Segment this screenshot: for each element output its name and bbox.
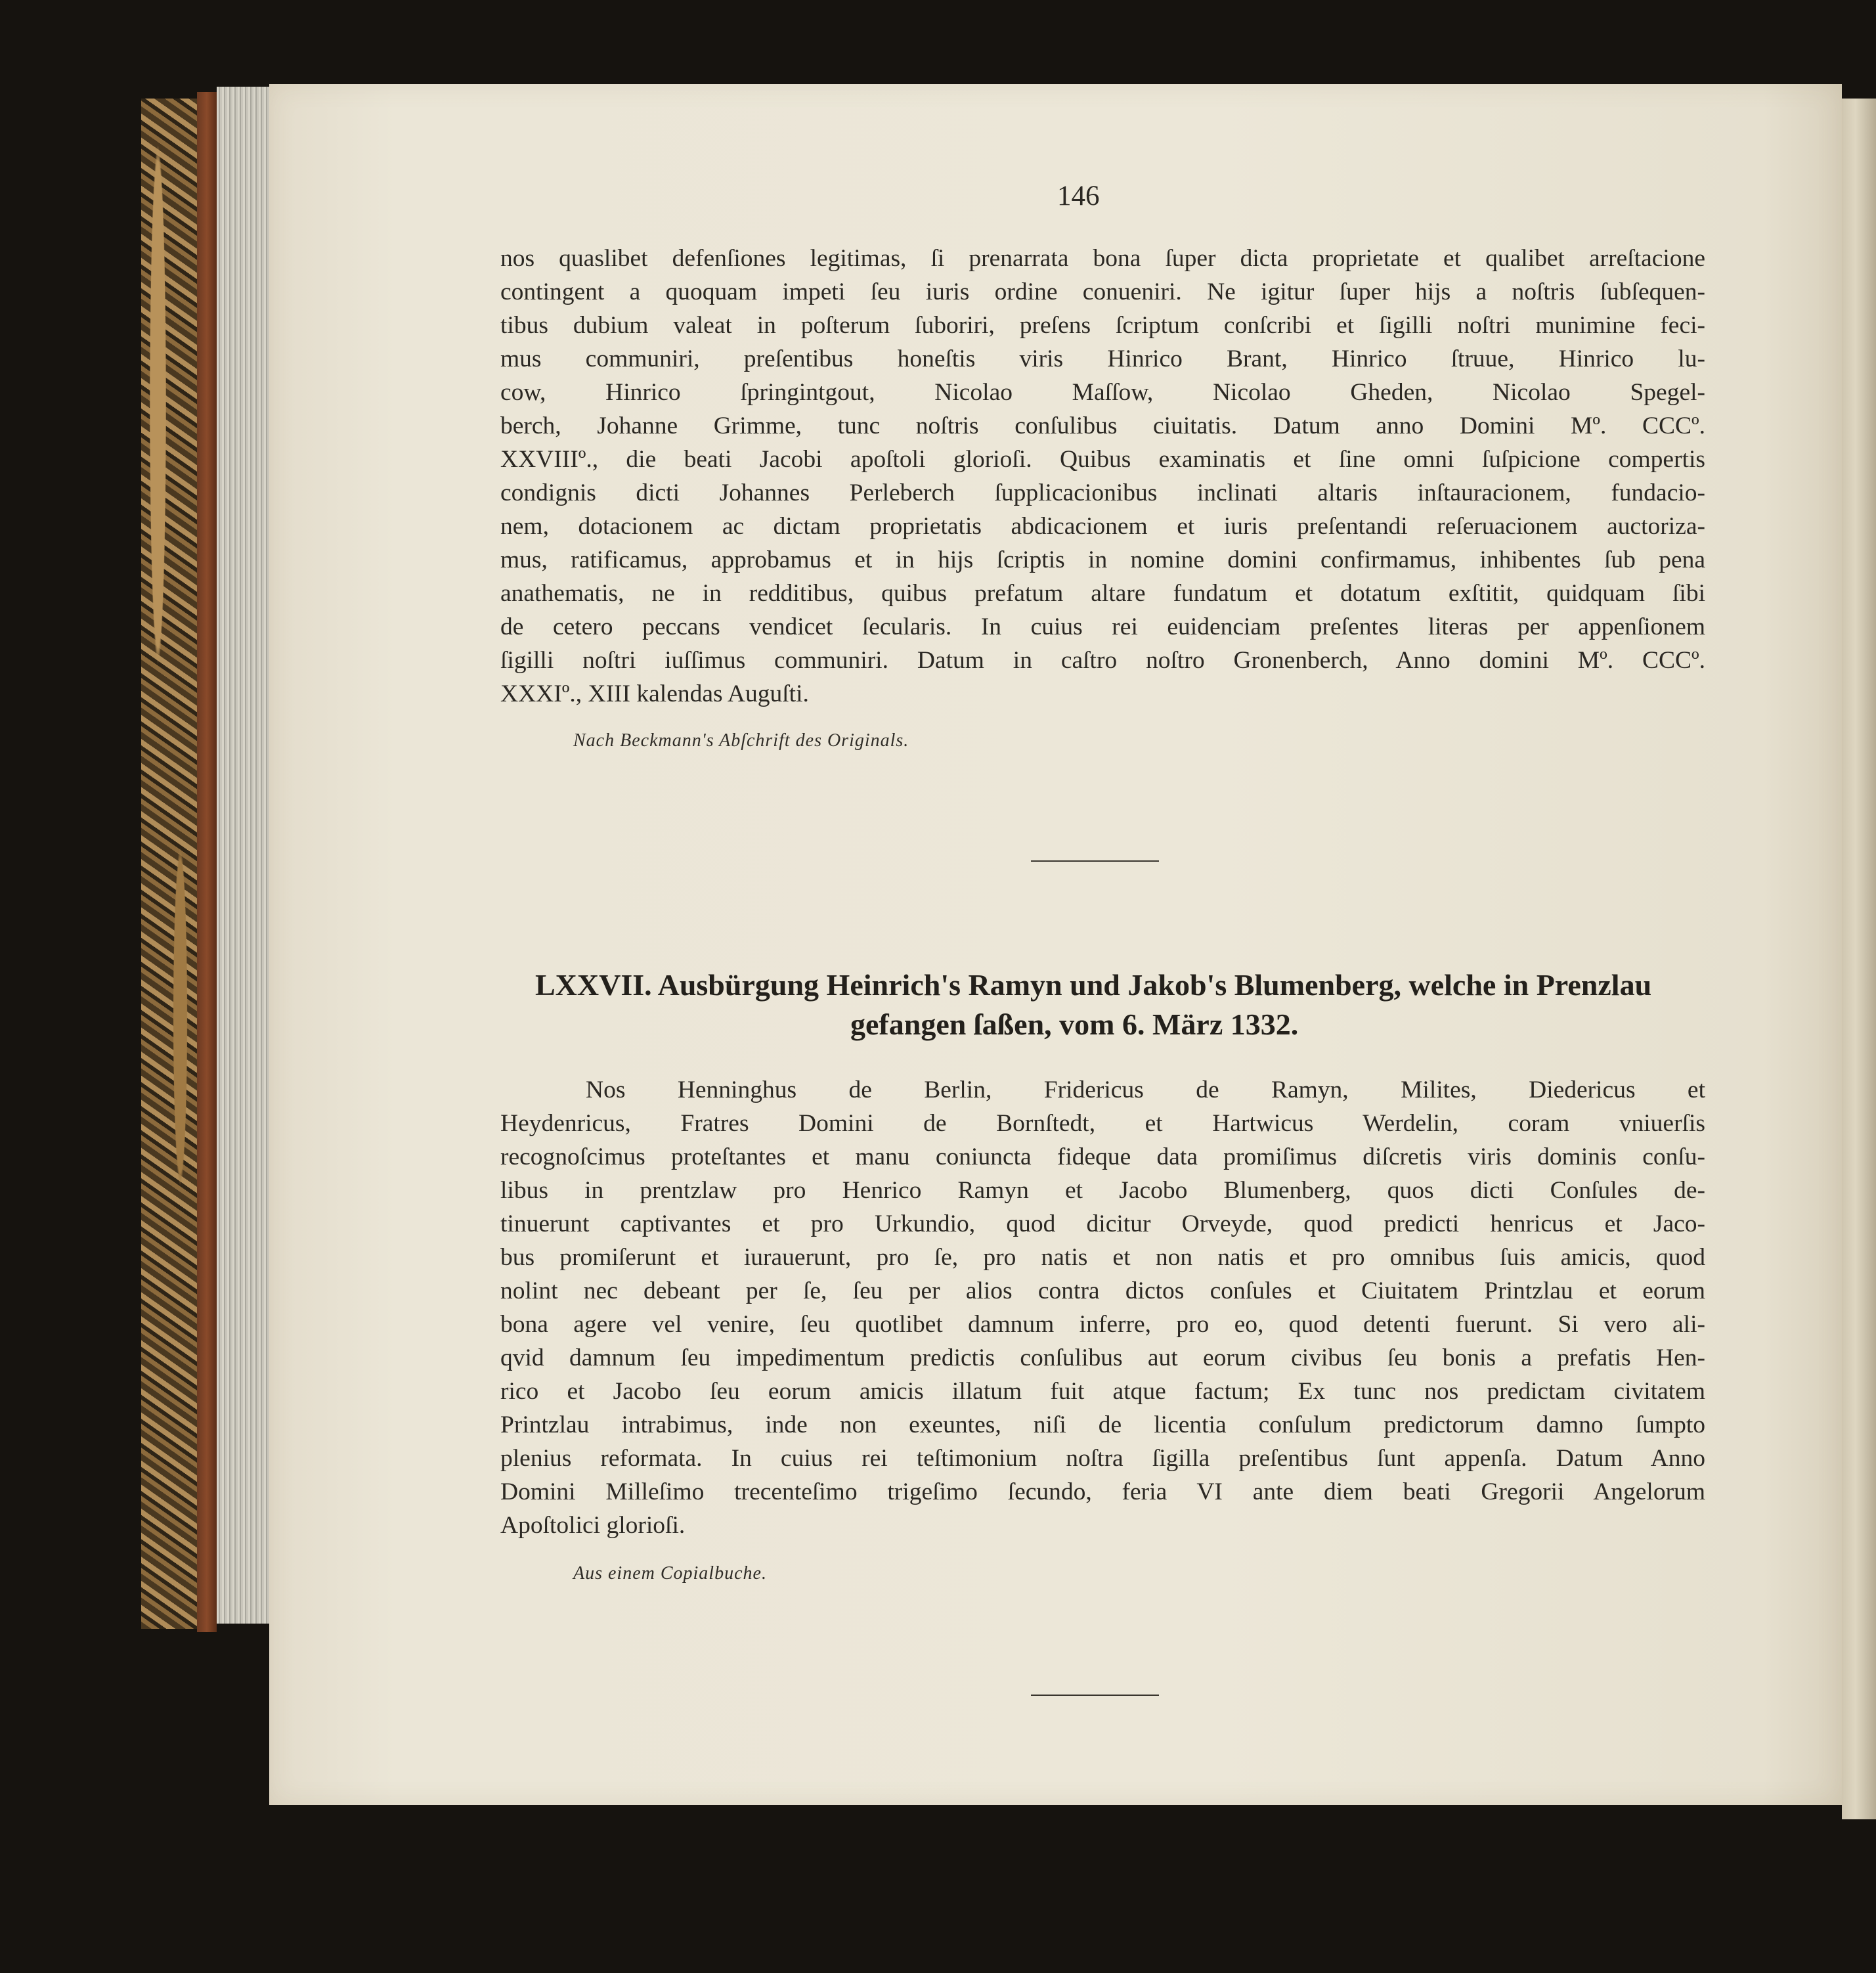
heading-line-2: gefangen ſaßen, vom 6. März 1332. (850, 1008, 1299, 1041)
text-line: XXXIº., XIII kalendas Auguſti. (500, 680, 809, 707)
section-divider-top (1031, 860, 1159, 862)
section-divider-bottom (1031, 1695, 1159, 1696)
text-line: recognoſcimus proteſtantes et manu coniuncta fideque data promiſimus diſcretis viris dominis conſu- (500, 1143, 1705, 1170)
page-stack-edges (217, 87, 273, 1624)
charter-text-lxxvii (500, 1073, 1705, 1542)
text-line: plenius reformata. In cuius rei teſtimonium noſtra ſigilla preſentibus ſunt appenſa. Datum Anno (500, 1445, 1705, 1472)
text-line: cow, Hinrico ſpringintgout, Nicolao Maſſow, Nicolao Gheden, Nicolao Spegel- (500, 379, 1705, 406)
text-line: bus promiſerunt et iurauerunt, pro ſe, pro natis et non natis et pro omnibus ſuis amicis, quod (500, 1244, 1705, 1271)
text-line: libus in prentzlaw pro Henrico Ramyn et Jacobo Blumenberg, quos dicti Conſules de- (500, 1177, 1705, 1204)
charter-text-continuation (500, 242, 1705, 711)
text-line: ſigilli noſtri iuſſimus communiri. Datum in caſtro noſtro Gronenberch, Anno domini Mº. CCCº. (500, 647, 1705, 674)
text-line: Apoſtolici glorioſi. (500, 1512, 686, 1539)
page-number: 146 (1057, 181, 1100, 211)
text-line: mus, ratificamus, approbamus et in hijs ſcriptis in nomine domini confirmamus, inhibentes ſub pena (500, 546, 1705, 573)
source-note-beckmann: Nach Beckmann's Abſchrift des Originals. (573, 730, 909, 751)
text-line: contingent a quoquam impeti ſeu iuris ordine conueniri. Ne igitur ſuper hijs a noſtris ſubſequen- (500, 278, 1705, 305)
text-line: tinuerunt captivantes et pro Urkundio, quod dicitur Orveyde, quod predicti henricus et Jaco- (500, 1210, 1705, 1237)
text-line: qvid damnum ſeu impedimentum predictis conſulibus aut eorum civibus ſeu bonis a prefatis Hen- (500, 1344, 1705, 1371)
marbled-book-cover (141, 99, 200, 1629)
text-line: nolint nec debeant per ſe, ſeu per alios contra dictos conſules et Ciuitatem Printzlau et eorum (500, 1277, 1705, 1304)
text-line: rico et Jacobo ſeu eorum amicis illatum fuit atque factum; Ex tunc nos predictam civitatem (500, 1378, 1705, 1405)
text-line: XXVIIIº., die beati Jacobi apoſtoli glorioſi. Quibus examinatis et ſine omni ſuſpicione compertis (500, 446, 1705, 473)
text-line: tibus dubium valeat in poſterum ſuboriri, preſens ſcriptum conſcribi et ſigilli noſtri munimine feci- (500, 312, 1705, 339)
text-line: de cetero peccans vendicet ſecularis. In cuius rei euidenciam preſentes literas per appenſionem (500, 613, 1705, 640)
text-line: mus communiri, preſentibus honeſtis viris Hinrico Brant, Hinrico ſtruue, Hinrico lu- (500, 345, 1705, 372)
text-line: nos quaslibet defenſiones legitimas, ſi prenarrata bona ſuper dicta proprietate et qualibet arreſtacione (500, 245, 1705, 272)
text-line: Heydenricus, Fratres Domini de Bornſtedt, et Hartwicus Werdelin, coram vniuerſis (500, 1110, 1705, 1137)
text-line: anathematis, ne in redditibus, quibus prefatum altare fundatum et dotatum exſtitit, quidquam ſibi (500, 580, 1705, 607)
text-line: Nos Henninghus de Berlin, Fridericus de Ramyn, Milites, Diedericus et (586, 1076, 1705, 1103)
facing-page-edge (1842, 99, 1876, 1819)
text-line: Domini Milleſimo trecenteſimo trigeſimo ſecundo, feria VI ante diem beati Gregorii Angelorum (500, 1478, 1705, 1505)
text-line: nem, dotacionem ac dictam proprietatis abdicacionem et iuris preſentandi reſeruacionem auctoriza- (500, 513, 1705, 540)
book-spine-edge (197, 92, 217, 1632)
text-line: bona agere vel venire, ſeu quotlibet damnum inferre, pro eo, quod detenti fuerunt. Si vero ali- (500, 1311, 1705, 1338)
text-line: condignis dicti Johannes Perleberch ſupplicacionibus inclinati altaris inſtauracionem, fundacio- (500, 479, 1705, 506)
text-line: Printzlau intrabimus, inde non exeuntes, niſi de licentia conſulum predictorum damno ſumpto (500, 1411, 1705, 1438)
text-line: berch, Johanne Grimme, tunc noſtris conſulibus ciuitatis. Datum anno Domini Mº. CCCº. (500, 412, 1705, 439)
source-note-copialbuch: Aus einem Copialbuche. (573, 1563, 767, 1584)
heading-line-1: LXXVII. Ausbürgung Heinrich's Ramyn und Jakob's Blumenberg, welche in Prenzlau (535, 968, 1652, 1002)
document-heading (535, 965, 1704, 1044)
